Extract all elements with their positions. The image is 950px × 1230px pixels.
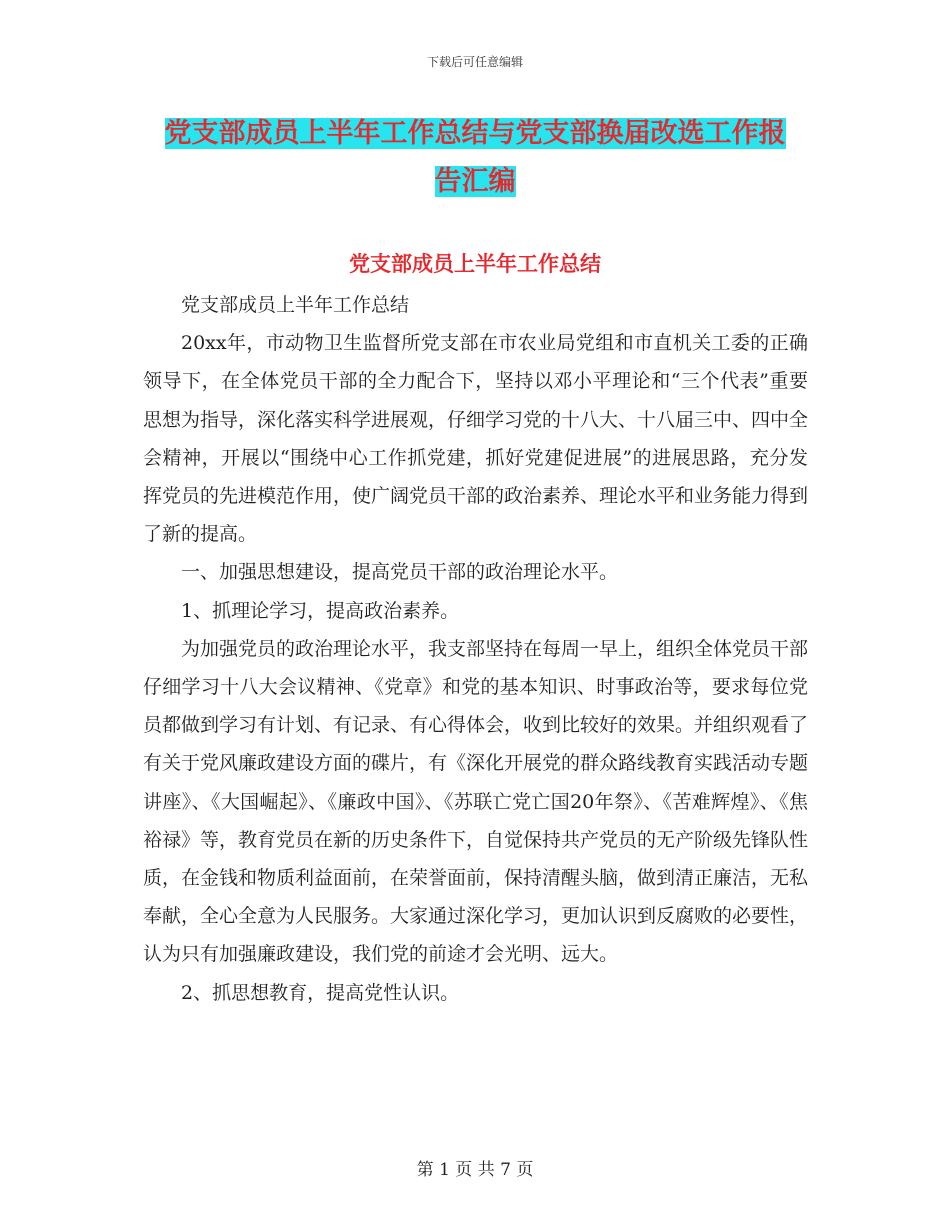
title-line-2: 告汇编 (434, 166, 516, 197)
paragraph: 一、加强思想建设，提高党员干部的政治理论水平。 (181, 561, 619, 584)
title-line-1: 党支部成员上半年工作总结与党支部换届改选工作报 (164, 118, 786, 149)
paragraph: 20xx年，市动物卫生监督所党支部在市农业局党组和市直机关工委的正确领导下，在全体党员干部的全力配合下，坚持以邓小平理论和“三个代表”重要思想为指导，深化落实科学进展观，仔细学习党的十八大、十八届三中、四中全会精神，开展以“围绕中心工作抓党建，抓好党建促进展”的进展思路，充分发挥党员的先进模范作用，使广阔党员干部的政治素养、理论水平和业务能力得到了新的提高。 (143, 332, 809, 546)
paragraph: 2、抓思想教育，提高党性认识。 (181, 981, 460, 1004)
page-footer: 第 1 页 共 7 页 (416, 1160, 534, 1180)
document-title (0, 110, 950, 206)
page-header: 下载后可任意编辑 (426, 55, 523, 69)
paragraph: 为加强党员的政治理论水平，我支部坚持在每周一早上，组织全体党员干部仔细学习十八大会议精神、《党章》和党的基本知识、时事政治等，要求每位党员都做到学习有计划、有记录、有心得体会，收到比较好的效果。并组织观看了有关于党风廉政建设方面的碟片，有《深化开展党的群众路线教育实践活动专题讲座》、《大国崛起》、《廉政中国》、《苏联亡党亡国20年祭》、《苦难辉煌》、《焦裕禄》等，教育党员在新的历史条件下，自觉保持共产党员的无产阶级先锋队性质，在金钱和物质利益面前，在荣誉面前，保持清醒头脑，做到清正廉洁，无私奉献，全心全意为人民服务。大家通过深化学习，更加认识到反腐败的必要性，认为只有加强廉政建设，我们党的前途才会光明、远大。 (143, 637, 809, 966)
paragraph: 1、抓理论学习，提高政治素养。 (181, 599, 460, 622)
section-title: 党支部成员上半年工作总结 (349, 251, 601, 276)
paragraph: 党支部成员上半年工作总结 (181, 294, 410, 316)
document-body (143, 286, 808, 1012)
